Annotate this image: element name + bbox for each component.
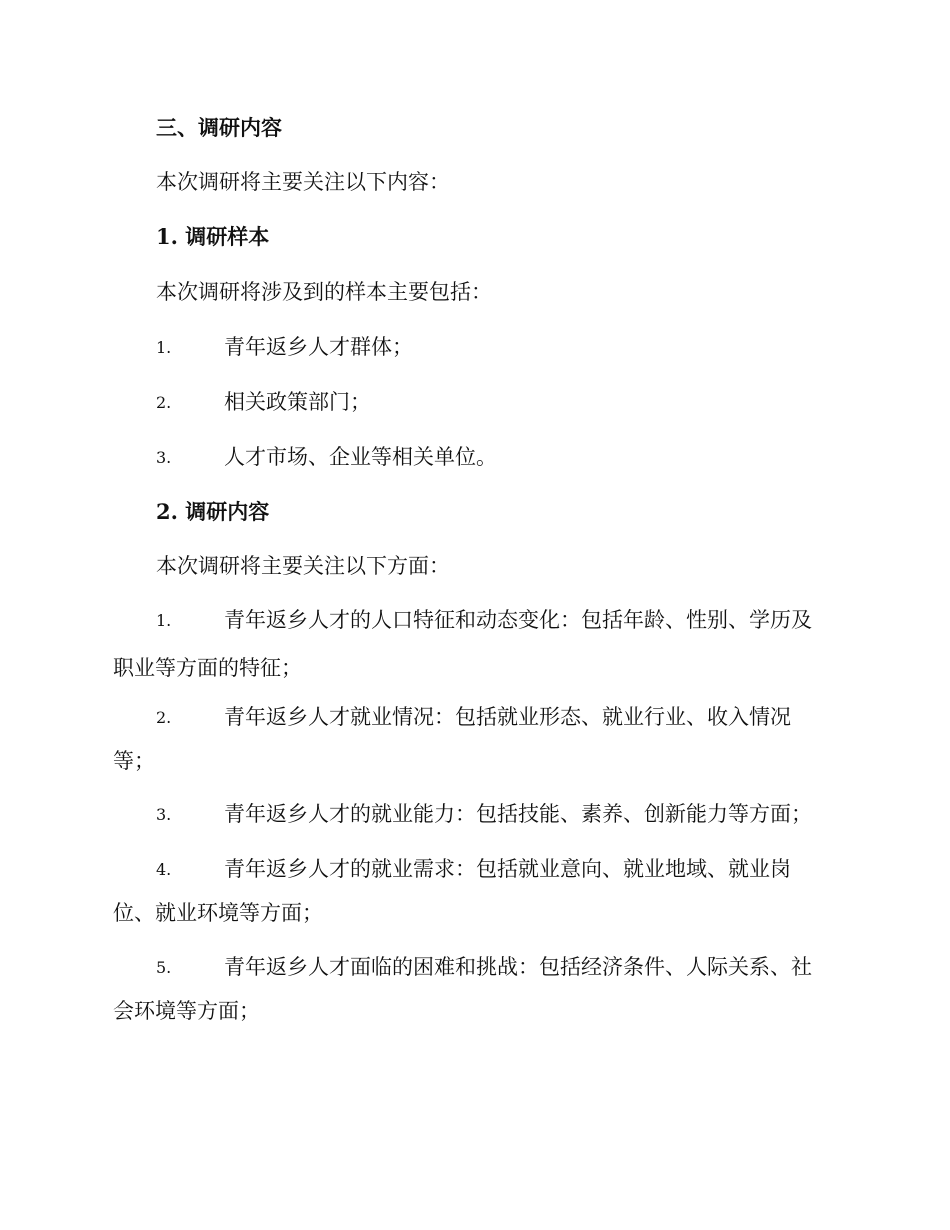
part2-heading: 2. 调研内容	[156, 499, 270, 524]
section-intro: 本次调研将主要关注以下内容：	[156, 170, 450, 194]
part1-heading: 1. 调研样本	[156, 224, 270, 249]
list-item-continuation: 等；	[113, 749, 155, 773]
list-item-number: 2.	[156, 708, 172, 727]
list-item-number: 2.	[156, 393, 172, 412]
list-item-text: 青年返乡人才的人口特征和动态变化：包括年龄、性别、学历及	[224, 608, 812, 632]
list-item-number: 1.	[156, 611, 172, 630]
list-item-number: 4.	[156, 860, 172, 879]
list-item-number: 3.	[156, 805, 172, 824]
list-item-continuation: 职业等方面的特征；	[113, 656, 302, 680]
list-item-number: 3.	[156, 448, 172, 467]
section-title: 三、调研内容	[156, 115, 282, 140]
list-item-text: 相关政策部门；	[224, 390, 371, 414]
list-item-text: 青年返乡人才就业情况：包括就业形态、就业行业、收入情况	[224, 705, 791, 729]
list-item-number: 5.	[156, 958, 172, 977]
list-item-text: 青年返乡人才群体；	[224, 335, 413, 359]
list-item-text: 青年返乡人才的就业需求：包括就业意向、就业地域、就业岗	[224, 857, 791, 881]
part2-intro: 本次调研将主要关注以下方面：	[156, 554, 450, 578]
list-item-text: 青年返乡人才的就业能力：包括技能、素养、创新能力等方面；	[224, 802, 812, 826]
list-item-continuation: 会环境等方面；	[113, 999, 260, 1023]
list-item-text: 人才市场、企业等相关单位。	[224, 445, 497, 469]
list-item-text: 青年返乡人才面临的困难和挑战：包括经济条件、人际关系、社	[224, 955, 812, 979]
part1-intro: 本次调研将涉及到的样本主要包括：	[156, 280, 492, 304]
list-item-number: 1.	[156, 338, 172, 357]
list-item-continuation: 位、就业环境等方面；	[113, 901, 323, 925]
